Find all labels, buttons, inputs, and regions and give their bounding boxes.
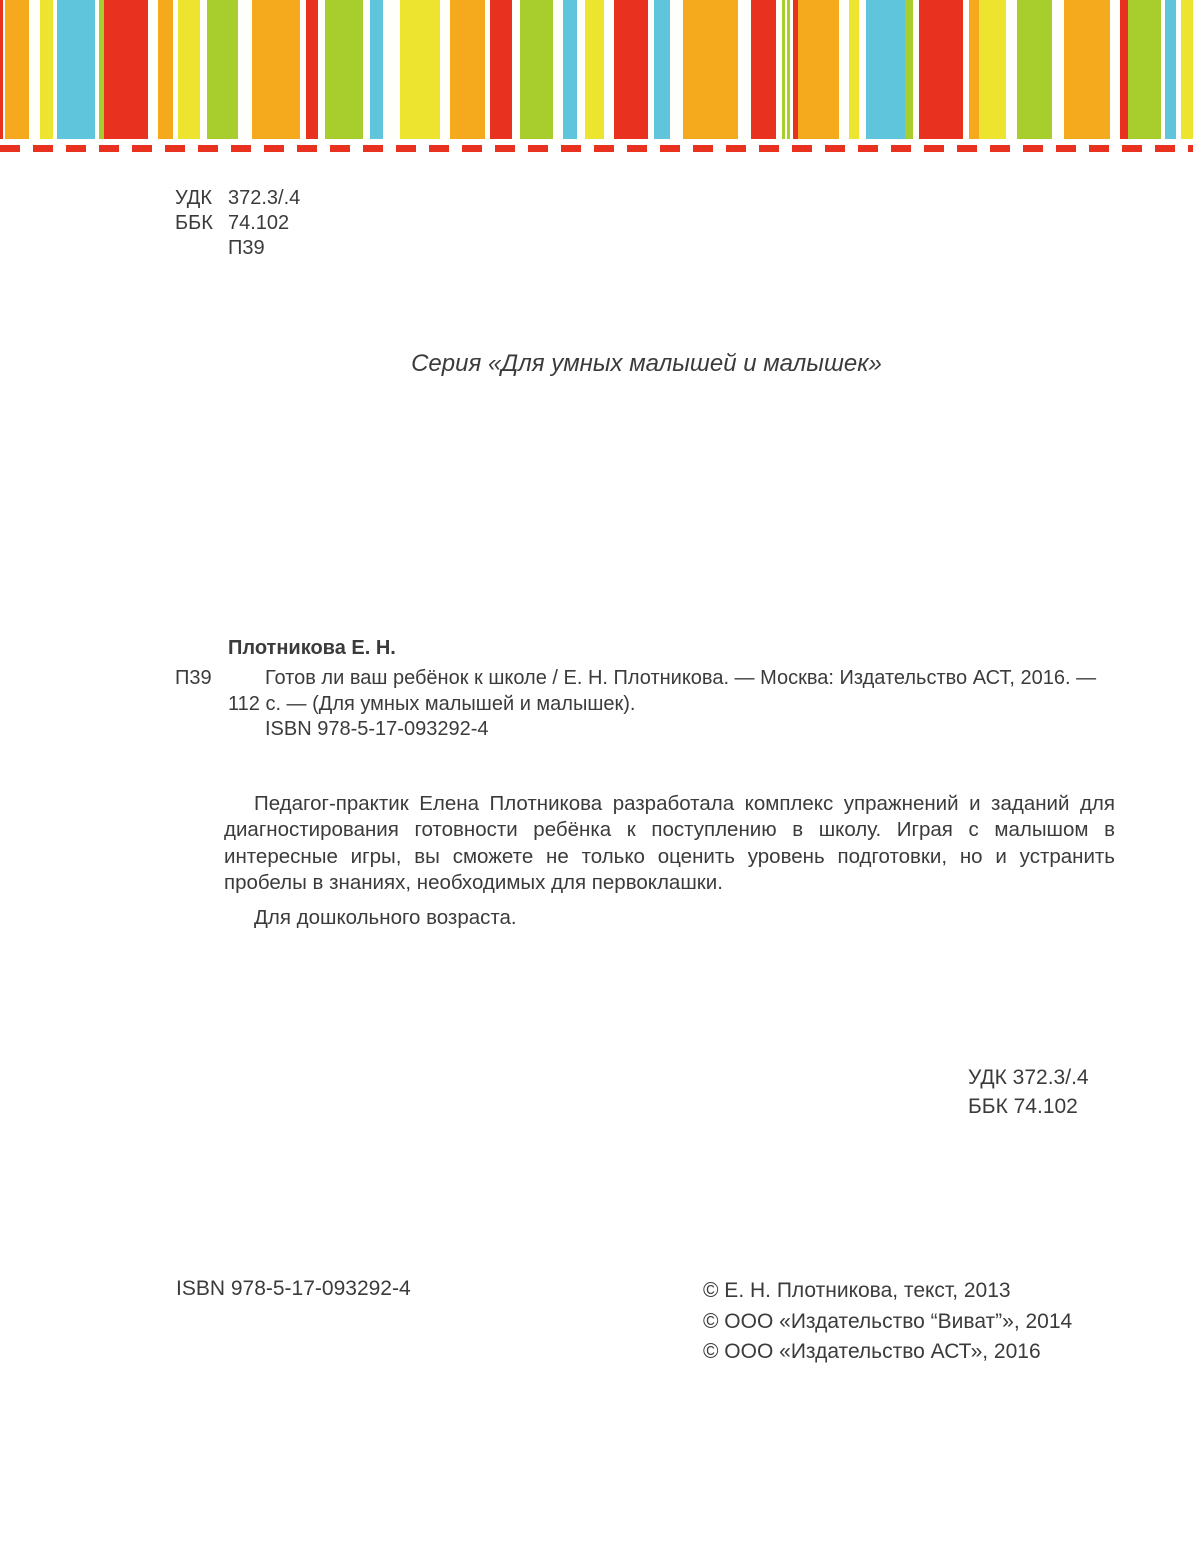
stripe-cyan (57, 0, 95, 139)
stripe-yellow (178, 0, 200, 139)
stripe-cyan (654, 0, 670, 139)
classification-bottom-block (968, 1063, 1089, 1121)
bbk-bottom: ББК 74.102 (968, 1095, 1078, 1118)
stripe-red (614, 0, 648, 139)
stripe-white (148, 0, 158, 139)
stripe-cyan (370, 0, 383, 139)
stripe-white (29, 0, 40, 139)
stripe-white (604, 0, 614, 139)
author-heading: Плотникова Е. Н. (228, 637, 396, 659)
stripe-red (104, 0, 148, 139)
stripe-green (1128, 0, 1161, 139)
stripe-orange (969, 0, 979, 139)
classification-top-block (175, 186, 300, 261)
bbk-value: 74.102 (228, 212, 290, 234)
stripe-white (383, 0, 400, 139)
annotation-paragraph: Педагог-практик Елена Плотникова разработала комплекс упражнений и заданий для диагностирования готовности ребёнка к поступлению в школу. Играя с малышом в интересные игры, вы сможете не только оценить уровень подготовки, но и устранить пробелы в знаниях, необходимых для первоклашки. (224, 792, 1115, 894)
author-sign-spacer (175, 236, 228, 261)
stripe-white (512, 0, 520, 139)
footer-isbn: ISBN 978-5-17-093292-4 (176, 1277, 411, 1300)
udk-label: УДК (175, 187, 213, 209)
copyright-line: © ООО «Издательство “Виват”», 2014 (703, 1309, 1073, 1333)
stripe-white (577, 0, 585, 139)
annotation-block (224, 791, 1115, 931)
stripe-yellow (585, 0, 604, 139)
stripe-white (1006, 0, 1017, 139)
stripe-cyan (1165, 0, 1176, 139)
catalog-line-1: Готов ли ваш ребёнок к школе / Е. Н. Плотникова. — Москва: Издательство АСТ, 2016. — (265, 667, 1097, 689)
stripe-white (440, 0, 450, 139)
stripe-white (200, 0, 207, 139)
stripe-orange (5, 0, 29, 139)
stripe-white (553, 0, 563, 139)
catalog-card (175, 666, 1165, 743)
stripe-orange (683, 0, 738, 139)
stripe-red (306, 0, 318, 139)
stripe-green (1017, 0, 1052, 139)
stripe-orange (450, 0, 485, 139)
stripe-red (919, 0, 963, 139)
stripe-cyan (866, 0, 905, 139)
stripe-yellow (1181, 0, 1193, 139)
stripe-green (325, 0, 363, 139)
copyright-line: © ООО «Издательство АСТ», 2016 (703, 1340, 1041, 1363)
stripe-orange (252, 0, 300, 139)
series-line: Серия «Для умных малышей и малышек» (411, 350, 882, 377)
author-sign: П39 (228, 237, 265, 259)
stripe-white (363, 0, 370, 139)
copyright-line: © Е. Н. Плотникова, текст, 2013 (703, 1279, 1011, 1302)
catalog-isbn: ISBN 978-5-17-093292-4 (265, 718, 489, 740)
catalog-author-sign: П39 (175, 667, 212, 689)
stripe-red (1120, 0, 1128, 139)
stripe-red (751, 0, 776, 139)
stripe-white (1110, 0, 1120, 139)
stripe-yellow (400, 0, 440, 139)
stripe-yellow (979, 0, 1006, 139)
bbk-label: ББК (175, 212, 213, 234)
stripe-orange (158, 0, 173, 139)
stripe-yellow (40, 0, 53, 139)
stripe-cyan (563, 0, 577, 139)
copyright-column (703, 1276, 1072, 1368)
decorative-stripe-band (0, 0, 1193, 139)
udk-bottom: УДК 372.3/.4 (968, 1066, 1089, 1089)
stripe-white (738, 0, 751, 139)
audience-note: Для дошкольного возраста. (254, 906, 517, 930)
catalog-line-2: 112 с. — (Для умных малышей и малышек). (228, 692, 636, 715)
stripe-orange (798, 0, 839, 139)
stripe-white (670, 0, 683, 139)
dashed-rule (0, 145, 1193, 152)
stripe-green (905, 0, 913, 139)
udk-value: 372.3/.4 (228, 187, 301, 209)
stripe-white (1052, 0, 1064, 139)
stripe-white (238, 0, 252, 139)
stripe-green (520, 0, 553, 139)
stripe-red (490, 0, 512, 139)
stripe-white (318, 0, 325, 139)
stripe-orange (1064, 0, 1110, 139)
stripe-green (207, 0, 238, 139)
stripe-white (859, 0, 866, 139)
stripe-white (839, 0, 849, 139)
stripe-yellow (849, 0, 859, 139)
